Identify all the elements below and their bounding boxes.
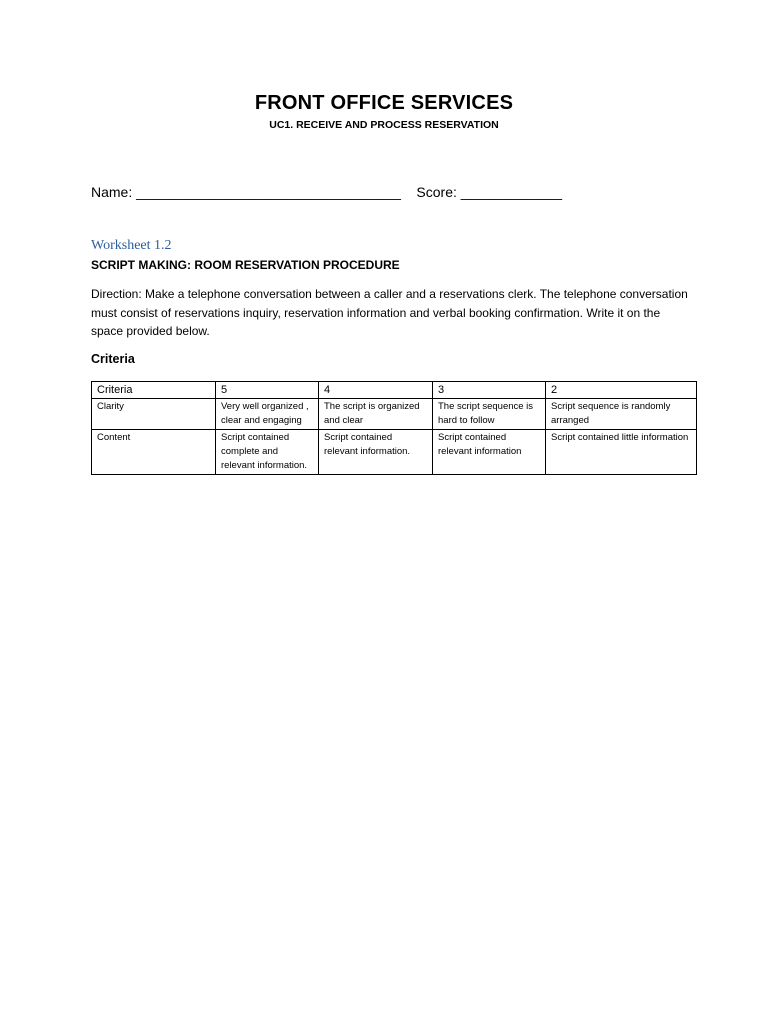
row-content-criteria: Content — [92, 430, 216, 475]
worksheet-label: Worksheet 1.2 — [91, 238, 172, 253]
row-clarity-score-5: Very well organized , clear and engaging — [216, 399, 319, 430]
row-clarity-score-3: The script sequence is hard to follow — [433, 399, 546, 430]
document-subtitle: UC1. RECEIVE AND PROCESS RESERVATION — [269, 119, 499, 131]
table-row — [92, 399, 697, 430]
table-row — [92, 430, 697, 475]
row-content-score-4: Script contained relevant information. — [319, 430, 433, 475]
table-header-row — [92, 382, 697, 399]
direction-paragraph: Direction: Make a telephone conversation between a caller and a reservations clerk. The telephone conversation must consist of reservations inquiry, reservation information and verbal booking confirmation. Write it on the space provided below. — [91, 287, 688, 338]
column-header-3: 3 — [433, 382, 546, 399]
criteria-table — [91, 381, 697, 475]
column-header-criteria: Criteria — [92, 382, 216, 399]
row-clarity-score-4: The script is organized and clear — [319, 399, 433, 430]
document-title: FRONT OFFICE SERVICES — [254, 92, 514, 114]
row-content-score-2: Script contained little information — [546, 430, 697, 475]
row-content-score-3: Script contained relevant information — [433, 430, 546, 475]
row-clarity-criteria: Clarity — [92, 399, 216, 430]
row-content-score-5: Script contained complete and relevant information. — [216, 430, 319, 475]
name-score-line: Name: __________________________________ Score: _____________ — [91, 184, 562, 200]
criteria-heading: Criteria — [91, 352, 135, 366]
column-header-2: 2 — [546, 382, 697, 399]
worksheet-heading: SCRIPT MAKING: ROOM RESERVATION PROCEDURE — [91, 258, 400, 272]
row-clarity-score-2: Script sequence is randomly arranged — [546, 399, 697, 430]
column-header-5: 5 — [216, 382, 319, 399]
column-header-4: 4 — [319, 382, 433, 399]
